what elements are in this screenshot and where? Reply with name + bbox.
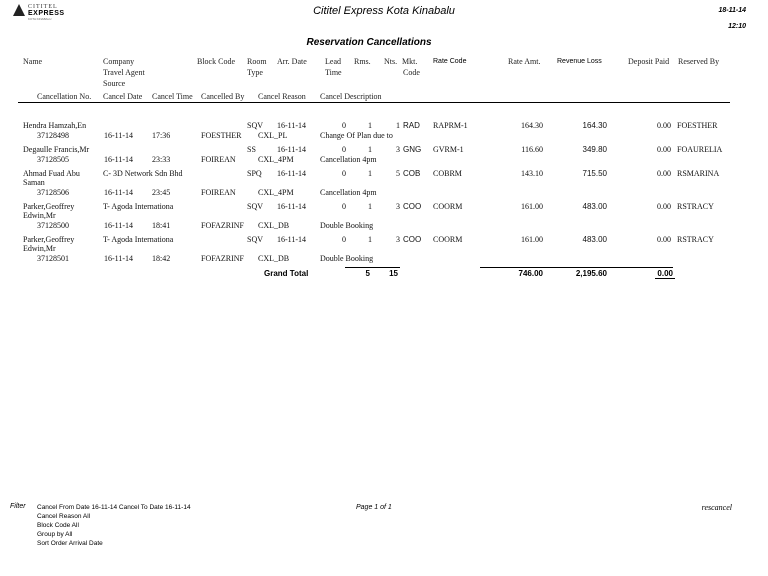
cell-rate-code: COORM xyxy=(433,202,463,211)
col-cancel-description: Cancel Description xyxy=(320,92,382,101)
cell-arr: 16-11-14 xyxy=(277,169,307,178)
cell-rate-code: COORM xyxy=(433,235,463,244)
col-room-type-line2: Type xyxy=(247,68,263,77)
cell-cdate: 16-11-14 xyxy=(104,221,134,230)
col-mkt-code xyxy=(402,56,420,78)
guest-name: Parker,Geoffrey xyxy=(23,235,75,244)
col-company-line1: Company xyxy=(103,57,135,66)
cell-creason: CXL_PL xyxy=(258,131,288,140)
cell-resby: RSTRACY xyxy=(677,202,714,211)
cell-dep: 0.00 xyxy=(657,202,671,211)
cell-dep: 0.00 xyxy=(657,145,671,154)
col-lead-time-line1: Lead xyxy=(325,57,341,66)
cell-lead: 0 xyxy=(342,235,346,244)
total-nts: 15 xyxy=(389,269,398,278)
cell-room: SPQ xyxy=(247,169,262,178)
col-nts: Nts. xyxy=(384,57,398,66)
cell-arr: 16-11-14 xyxy=(277,145,307,154)
cell-lead: 0 xyxy=(342,202,346,211)
cell-cdesc: Double Booking xyxy=(320,254,374,263)
col-room-type xyxy=(247,56,267,78)
col-rate-amt: Rate Amt. xyxy=(508,57,541,66)
cell-ctime: 18:41 xyxy=(152,221,171,230)
guest-name: Saman xyxy=(23,178,45,187)
cell-rms: 1 xyxy=(368,235,372,244)
cell-cby: FOIREAN xyxy=(201,188,236,197)
logo-sub-text: KOTA KINABALU xyxy=(28,17,52,21)
col-name: Name xyxy=(23,57,43,66)
cell-mkt: GNG xyxy=(403,145,422,154)
company-name: T- Agoda Internationa xyxy=(103,235,174,244)
cell-rate-code: RAPRM-1 xyxy=(433,121,468,130)
cell-lead: 0 xyxy=(342,145,346,154)
guest-name: Edwin,Mr xyxy=(23,244,56,253)
report-title: Reservation Cancellations xyxy=(306,37,432,48)
cell-ctime: 18:42 xyxy=(152,254,171,263)
cell-cdate: 16-11-14 xyxy=(104,131,134,140)
cell-mkt: COB xyxy=(403,169,421,178)
cell-nts: 1 xyxy=(396,121,400,130)
cell-mkt: COO xyxy=(403,202,422,211)
filter-line: Group by All xyxy=(37,531,73,538)
col-company xyxy=(103,56,145,89)
cell-rev: 483.00 xyxy=(582,235,607,244)
cell-cby: FOFAZRINF xyxy=(201,254,244,263)
cell-rms: 1 xyxy=(368,121,372,130)
col-lead-time xyxy=(325,56,342,78)
total-deposit-paid: 0.00 xyxy=(657,269,673,278)
col-company-line2: Travel Agent xyxy=(103,68,145,77)
logo-main-text: EXPRESS xyxy=(28,10,65,17)
cell-conf: 37128498 xyxy=(37,131,69,140)
cell-rms: 1 xyxy=(368,145,372,154)
header-rule xyxy=(18,102,730,103)
cell-cdesc: Double Booking xyxy=(320,221,374,230)
report-date: 18-11-14 xyxy=(718,7,746,14)
hotel-title: Cititel Express Kota Kinabalu xyxy=(313,5,455,17)
cell-nts: 5 xyxy=(396,169,400,178)
cell-ctime: 23:33 xyxy=(152,155,171,164)
cell-nts: 3 xyxy=(396,145,400,154)
total-revenue-loss: 2,195.60 xyxy=(575,269,607,278)
guest-name: Ahmad Fuad Abu xyxy=(23,169,80,178)
col-mkt-code-line1: Mkt. xyxy=(402,57,418,66)
cell-arr: 16-11-14 xyxy=(277,121,307,130)
cell-nts: 3 xyxy=(396,202,400,211)
col-block-code: Block Code xyxy=(197,57,235,66)
cell-lead: 0 xyxy=(342,169,346,178)
cell-rms: 1 xyxy=(368,169,372,178)
total-rms: 5 xyxy=(365,269,370,278)
cell-rate-amt: 161.00 xyxy=(521,235,543,244)
col-cancel-date: Cancel Date xyxy=(103,92,143,101)
filter-line: Cancel From Date 16-11-14 Cancel To Date 16-11-14 xyxy=(37,504,191,511)
cell-cby: FOFAZRINF xyxy=(201,221,244,230)
company-name: T- Agoda Internationa xyxy=(103,202,174,211)
col-mkt-code-line2: Code xyxy=(403,68,420,77)
cell-ctime: 17:36 xyxy=(152,131,171,140)
col-cancel-time: Cancel Time xyxy=(152,92,193,101)
cell-cdesc: Cancellation 4pm xyxy=(320,155,377,164)
col-cancellation-no: Cancellation No. xyxy=(37,92,92,101)
col-arr-date: Arr. Date xyxy=(277,57,307,66)
cell-cby: FOESTHER xyxy=(201,131,242,140)
cell-rev: 164.30 xyxy=(582,121,607,130)
cell-rms: 1 xyxy=(368,202,372,211)
cell-dep: 0.00 xyxy=(657,121,671,130)
deposit-underline xyxy=(655,278,675,279)
col-room-type-line1: Room xyxy=(247,57,267,66)
cell-cdesc: Cancellation 4pm xyxy=(320,188,377,197)
cell-conf: 37128500 xyxy=(37,221,69,230)
cell-resby: RSTRACY xyxy=(677,235,714,244)
cell-resby: RSMARINA xyxy=(677,169,720,178)
filter-label: Filter xyxy=(10,503,26,510)
cell-mkt: COO xyxy=(403,235,422,244)
cell-creason: CXL_DB xyxy=(258,221,290,230)
col-rate-code: Rate Code xyxy=(433,58,467,65)
filter-line: Sort Order Arrival Date xyxy=(37,540,103,547)
cell-rev: 483.00 xyxy=(582,202,607,211)
cell-dep: 0.00 xyxy=(657,235,671,244)
cell-rev: 349.80 xyxy=(582,145,607,154)
guest-name: Parker,Geoffrey xyxy=(23,202,75,211)
col-lead-time-line2: Time xyxy=(325,68,342,77)
cell-room: SQV xyxy=(247,202,264,211)
cell-room: SQV xyxy=(247,121,264,130)
cell-rate-code: GVRM-1 xyxy=(433,145,464,154)
col-company-line3: Source xyxy=(103,79,126,88)
col-deposit-paid: Deposit Paid xyxy=(628,57,670,66)
report-time: 12:10 xyxy=(728,23,746,30)
cell-cdate: 16-11-14 xyxy=(104,254,134,263)
cell-room: SQV xyxy=(247,235,264,244)
guest-name: Degaulle Francis,Mr xyxy=(23,145,90,154)
cell-rate-amt: 164.30 xyxy=(521,121,543,130)
report-name: rescancel xyxy=(701,503,732,512)
grand-total-label: Grand Total xyxy=(264,269,309,278)
totals-rule-amounts xyxy=(480,267,673,268)
total-rate-amt: 746.00 xyxy=(518,269,543,278)
logo-top-text: CITITEL xyxy=(28,4,58,10)
col-cancelled-by: Cancelled By xyxy=(201,92,245,101)
cell-cby: FOIREAN xyxy=(201,155,236,164)
cell-rate-amt: 143.10 xyxy=(521,169,543,178)
cell-arr: 16-11-14 xyxy=(277,235,307,244)
cell-creason: CXL_4PM xyxy=(258,155,294,164)
cell-lead: 0 xyxy=(342,121,346,130)
cell-conf: 37128505 xyxy=(37,155,69,164)
col-rms: Rms. xyxy=(354,57,371,66)
col-revenue-loss: Revenue Loss xyxy=(557,58,602,65)
cell-cdate: 16-11-14 xyxy=(104,155,134,164)
page-number: Page 1 of 1 xyxy=(356,504,392,511)
cell-creason: CXL_4PM xyxy=(258,188,294,197)
cell-rate-code: COBRM xyxy=(433,169,462,178)
cell-resby: FOESTHER xyxy=(677,121,718,130)
col-cancel-reason: Cancel Reason xyxy=(258,92,306,101)
cell-ctime: 23:45 xyxy=(152,188,171,197)
filter-line: Block Code All xyxy=(37,522,79,529)
totals-rule-counts xyxy=(345,267,400,268)
cell-mkt: RAD xyxy=(403,121,420,130)
guest-name: Hendra Hamzah,En xyxy=(23,121,87,130)
cell-conf: 37128501 xyxy=(37,254,69,263)
filter-line: Cancel Reason All xyxy=(37,513,91,520)
cell-conf: 37128506 xyxy=(37,188,69,197)
cell-resby: FOAURELIA xyxy=(677,145,723,154)
cell-rev: 715.50 xyxy=(582,169,607,178)
col-reserved-by: Reserved By xyxy=(678,57,720,66)
cell-room: SS xyxy=(247,145,256,154)
guest-name: Edwin,Mr xyxy=(23,211,56,220)
cell-dep: 0.00 xyxy=(657,169,671,178)
cell-cdesc: Change Of Plan due to xyxy=(320,131,393,140)
cell-rate-amt: 116.60 xyxy=(521,145,543,154)
filter-details xyxy=(37,503,191,548)
cell-creason: CXL_DB xyxy=(258,254,290,263)
cell-nts: 3 xyxy=(396,235,400,244)
cell-cdate: 16-11-14 xyxy=(104,188,134,197)
company-name: C- 3D Network Sdn Bhd xyxy=(103,169,183,178)
cell-rate-amt: 161.00 xyxy=(521,202,543,211)
cell-arr: 16-11-14 xyxy=(277,202,307,211)
